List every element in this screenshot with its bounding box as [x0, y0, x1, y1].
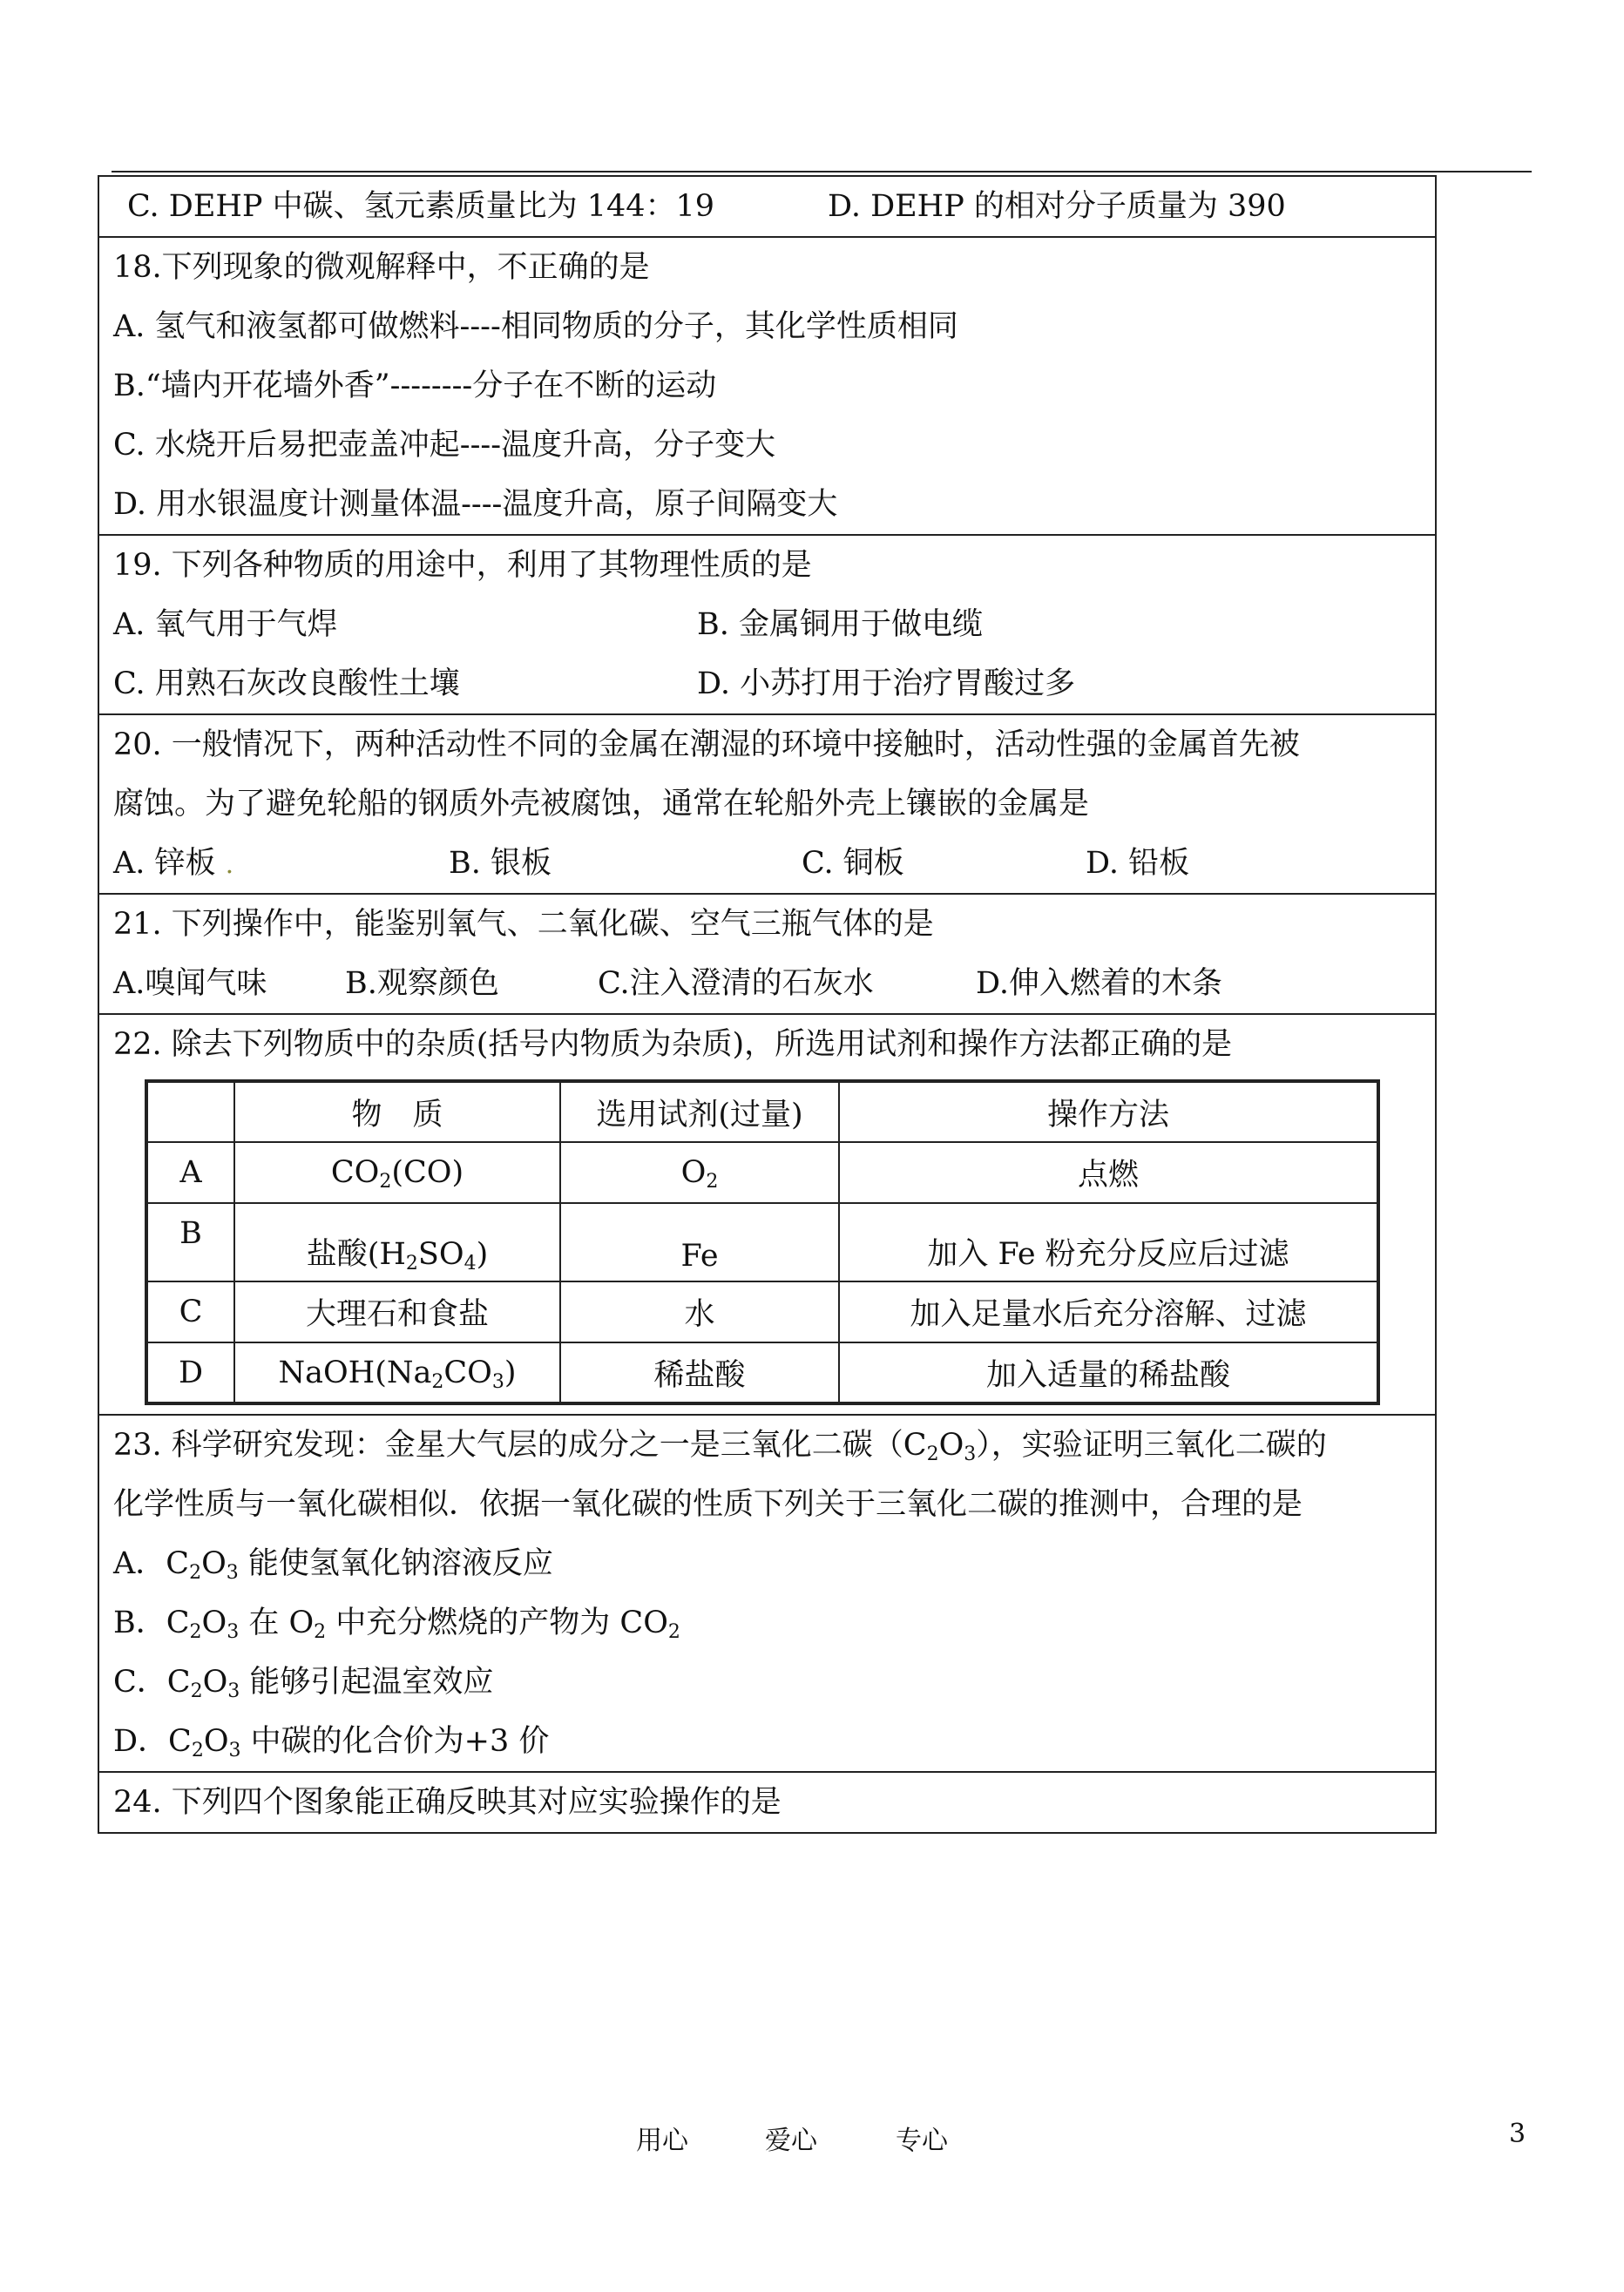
q23-option-a: A．$C_2O_3$ 能使氢氧化钠溶液反应 [113, 1546, 553, 1584]
q22-row-a-option: A [146, 1142, 234, 1203]
q22-row-b [146, 1203, 1378, 1281]
q20-option-a-text: A. 锌板 [113, 846, 216, 881]
q19-section [98, 536, 1437, 715]
q22-row-c [146, 1281, 1378, 1342]
q24-section [98, 1773, 1437, 1834]
q22-row-b-substance: 盐酸$(H_2SO_4)$ [234, 1203, 560, 1281]
q22-header-option [146, 1081, 234, 1142]
q22-header-method: 操作方法 [839, 1081, 1378, 1142]
q19-options-row-2 [113, 654, 1435, 713]
q22-row-c-method: 加入足量水后充分溶解、过滤 [839, 1281, 1378, 1342]
page-number: 3 [1509, 2119, 1526, 2149]
q20-stem-line-2: 腐蚀。为了避免轮船的钢质外壳被腐蚀，通常在轮船外壳上镶嵌的金属是 [113, 787, 1090, 821]
q19-stem: 19. 下列各种物质的用途中，利用了其物理性质的是 [113, 548, 812, 583]
q20-option-d: D. 铅板 [1086, 846, 1190, 881]
q23-option-b: B．$C_2O_3$ 在 $O_2$ 中充分燃烧的产物为 $CO_2$ [113, 1606, 680, 1643]
q19-option-b: B. 金属铜用于做电缆 [697, 607, 983, 642]
q22-stem: 22. 除去下列物质中的杂质(括号内物质为杂质)，所选用试剂和操作方法都正确的是 [113, 1027, 1233, 1062]
q19-options-row-1 [113, 595, 1435, 654]
q23-option-c: C．$C_2O_3$ 能够引起温室效应 [113, 1665, 494, 1702]
q22-row-d [146, 1342, 1378, 1403]
q20-section [98, 715, 1437, 895]
q20-options-row [113, 834, 1435, 893]
q23-stem-line-2: 化学性质与一氧化碳相似．依据一氧化碳的性质下列关于三氧化二碳的推测中，合理的是 [113, 1487, 1303, 1522]
q21-options-row [113, 954, 1435, 1013]
q19-option-a: A. 氧气用于气焊 [113, 607, 338, 642]
q17-tail-section [98, 175, 1437, 238]
q21-option-b: B.观察颜色 [345, 966, 499, 1001]
q17-option-c: C. DEHP 中碳、氢元素质量比为 144：19 [127, 189, 715, 224]
q21-section [98, 895, 1437, 1015]
q18-option-d: D. 用水银温度计测量体温----温度升高，原子间隔变大 [113, 487, 838, 522]
q21-option-c: C.注入澄清的石灰水 [598, 966, 874, 1001]
q22-row-c-reagent: 水 [560, 1281, 839, 1342]
q22-row-a-method: 点燃 [839, 1142, 1378, 1203]
q22-row-b-method: 加入 Fe 粉充分反应后过滤 [839, 1203, 1378, 1281]
q22-row-b-reagent: Fe [560, 1203, 839, 1281]
q19-option-c: C. 用熟石灰改良酸性土壤 [113, 666, 460, 701]
q21-option-d: D.伸入燃着的木条 [976, 966, 1222, 1001]
q22-header-substance: 物 质 [234, 1081, 560, 1142]
q23-option-d: D．$C_2O_3$ 中碳的化合价为+3 价 [113, 1724, 550, 1761]
q22-row-b-option: B [146, 1203, 234, 1281]
q18-option-b: B.“墙内开花墙外香”--------分子在不断的运动 [113, 368, 717, 403]
q22-row-d-substance: $NaOH(Na_2CO_3)$ [234, 1342, 560, 1403]
q22-table [145, 1079, 1380, 1405]
q23-section [98, 1416, 1437, 1773]
q22-header-row [146, 1081, 1378, 1142]
q23-stem-line-1: 23. 科学研究发现：金星大气层的成分之一是三氧化二碳$(C_2O_3)$，实验证明三氧化二碳的 [113, 1428, 1327, 1465]
q20-option-c: C. 铜板 [802, 846, 904, 881]
q22-section [98, 1015, 1437, 1416]
q21-stem: 21. 下列操作中，能鉴别氧气、二氧化碳、空气三瓶气体的是 [113, 907, 934, 942]
q22-row-a-reagent: $O_2$ [560, 1142, 839, 1203]
q22-row-c-substance: 大理石和食盐 [234, 1281, 560, 1342]
q22-row-c-option: C [146, 1281, 234, 1342]
q22-header-reagent: 选用试剂(过量) [560, 1081, 839, 1142]
q21-option-a: A.嗅闻气味 [113, 966, 267, 1001]
q20-option-b: B. 银板 [449, 846, 551, 881]
q17-option-d: D. DEHP 的相对分子质量为 390 [828, 189, 1286, 224]
q19-option-d: D. 小苏打用于治疗胃酸过多 [697, 666, 1076, 701]
question-frame [98, 175, 1437, 1834]
q18-section [98, 238, 1437, 536]
footer-word-3: 专心 [896, 2126, 948, 2156]
q24-stem: 24. 下列四个图象能正确反映其对应实验操作的是 [113, 1785, 782, 1820]
q22-row-d-option: D [146, 1342, 234, 1403]
header-rule [112, 171, 1532, 172]
footer-word-2: 爱心 [765, 2126, 817, 2156]
q17-options-row [113, 177, 1435, 236]
q18-option-a: A. 氢气和液氢都可做燃料----相同物质的分子，其化学性质相同 [113, 309, 958, 344]
q22-row-a [146, 1142, 1378, 1203]
q22-row-d-reagent: 稀盐酸 [560, 1342, 839, 1403]
q18-stem: 18.下列现象的微观解释中，不正确的是 [113, 250, 650, 285]
q20-option-a [113, 834, 233, 895]
footer-word-1: 用心 [636, 2126, 688, 2156]
q20-stem-line-1: 20. 一般情况下，两种活动性不同的金属在潮湿的环境中接触时，活动性强的金属首先被 [113, 727, 1300, 762]
q20-mark: . [225, 849, 234, 880]
q22-row-d-method: 加入适量的稀盐酸 [839, 1342, 1378, 1403]
q22-row-a-substance: $CO_2(CO)$ [234, 1142, 560, 1203]
q18-option-c: C. 水烧开后易把壶盖冲起----温度升高，分子变大 [113, 428, 776, 463]
